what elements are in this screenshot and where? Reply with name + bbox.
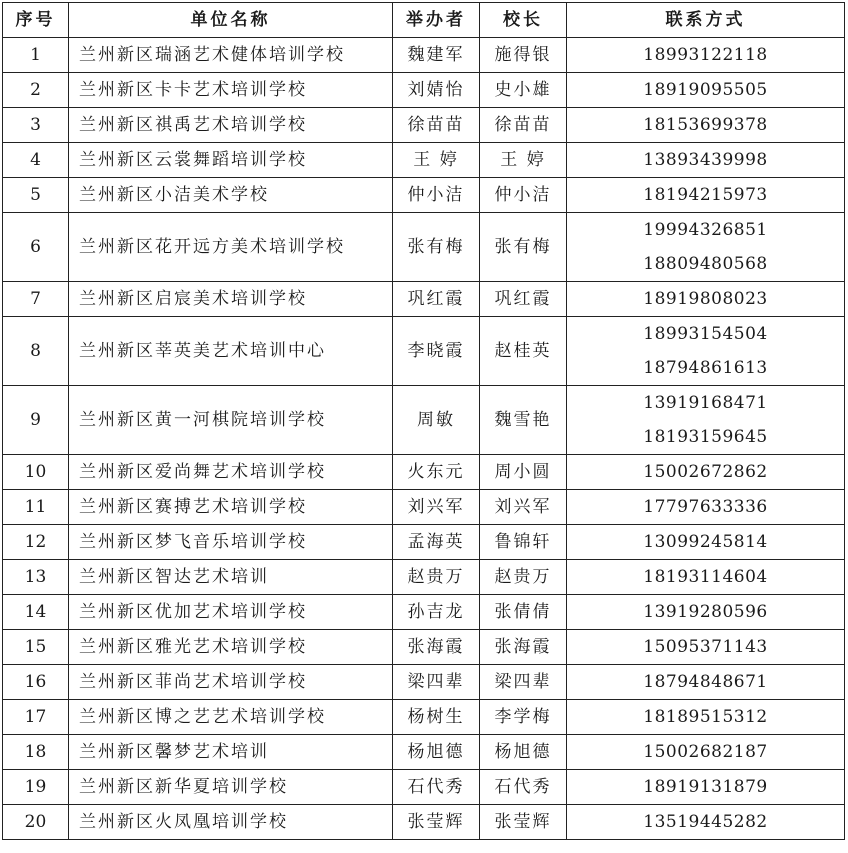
organizer-name: 刘兴军 bbox=[393, 490, 480, 525]
table-row bbox=[3, 595, 845, 630]
organizer-name: 徐苗苗 bbox=[393, 108, 480, 143]
principal-name: 石代秀 bbox=[480, 770, 567, 805]
table-row bbox=[3, 700, 845, 735]
organizer-name: 赵贵万 bbox=[393, 560, 480, 595]
organizer-name: 孙吉龙 bbox=[393, 595, 480, 630]
organizer-name: 李晓霞 bbox=[393, 317, 480, 386]
phone-number: 19994326851 bbox=[643, 220, 768, 240]
table-row bbox=[3, 108, 845, 143]
row-number: 18 bbox=[3, 735, 69, 770]
contact-cell bbox=[567, 490, 845, 525]
contact-cell bbox=[567, 805, 845, 840]
phone-number: 13099245814 bbox=[643, 532, 768, 552]
table-row bbox=[3, 73, 845, 108]
phone-number: 18194215973 bbox=[643, 185, 768, 205]
table-row bbox=[3, 178, 845, 213]
organizer-name: 杨树生 bbox=[393, 700, 480, 735]
school-name: 兰州新区菲尚艺术培训学校 bbox=[69, 665, 393, 700]
table-row bbox=[3, 213, 845, 282]
school-name: 兰州新区花开远方美术培训学校 bbox=[69, 213, 393, 282]
principal-name: 张海霞 bbox=[480, 630, 567, 665]
contact-cell bbox=[567, 735, 845, 770]
contact-cell bbox=[567, 178, 845, 213]
principal-name: 张莹辉 bbox=[480, 805, 567, 840]
table-row bbox=[3, 630, 845, 665]
table-row bbox=[3, 560, 845, 595]
row-number: 8 bbox=[3, 317, 69, 386]
organizer-name: 梁四辈 bbox=[393, 665, 480, 700]
table-row bbox=[3, 735, 845, 770]
contact-cell bbox=[567, 665, 845, 700]
organizer-name: 张海霞 bbox=[393, 630, 480, 665]
principal-name: 赵桂英 bbox=[480, 317, 567, 386]
table-row bbox=[3, 525, 845, 560]
organizer-name: 杨旭德 bbox=[393, 735, 480, 770]
phone-number: 13919280596 bbox=[643, 602, 768, 622]
row-number: 4 bbox=[3, 143, 69, 178]
school-name: 兰州新区祺禹艺术培训学校 bbox=[69, 108, 393, 143]
table-row bbox=[3, 665, 845, 700]
phone-number: 15002682187 bbox=[643, 742, 768, 762]
school-name: 兰州新区爱尚舞艺术培训学校 bbox=[69, 455, 393, 490]
principal-name: 巩红霞 bbox=[480, 282, 567, 317]
organizer-name: 巩红霞 bbox=[393, 282, 480, 317]
phone-number: 15002672862 bbox=[643, 462, 768, 482]
phone-number: 18153699378 bbox=[643, 115, 768, 135]
school-name: 兰州新区卡卡艺术培训学校 bbox=[69, 73, 393, 108]
organizer-name: 仲小洁 bbox=[393, 178, 480, 213]
principal-name: 杨旭德 bbox=[480, 735, 567, 770]
phone-number: 13919168471 bbox=[643, 393, 768, 413]
principal-name: 史小雄 bbox=[480, 73, 567, 108]
table-row bbox=[3, 490, 845, 525]
organizer-name: 刘婧怡 bbox=[393, 73, 480, 108]
table-row bbox=[3, 805, 845, 840]
contact-cell bbox=[567, 38, 845, 73]
phone-number: 18919131879 bbox=[643, 777, 768, 797]
school-name: 兰州新区新华夏培训学校 bbox=[69, 770, 393, 805]
row-number: 9 bbox=[3, 386, 69, 455]
row-number: 3 bbox=[3, 108, 69, 143]
contact-cell bbox=[567, 700, 845, 735]
principal-name: 周小圆 bbox=[480, 455, 567, 490]
contact-cell bbox=[567, 282, 845, 317]
contact-cell bbox=[567, 455, 845, 490]
header-no: 序号 bbox=[3, 3, 69, 38]
header-row bbox=[3, 3, 845, 38]
row-number: 20 bbox=[3, 805, 69, 840]
organizer-name: 张莹辉 bbox=[393, 805, 480, 840]
phone-number: 15095371143 bbox=[643, 637, 768, 657]
principal-name: 梁四辈 bbox=[480, 665, 567, 700]
phone-number: 18193114604 bbox=[643, 567, 768, 587]
principal-name: 施得银 bbox=[480, 38, 567, 73]
contact-cell bbox=[567, 560, 845, 595]
contact-cell bbox=[567, 143, 845, 178]
table-row bbox=[3, 143, 845, 178]
phone-number: 18919808023 bbox=[643, 289, 768, 309]
header-organizer: 举办者 bbox=[393, 3, 480, 38]
school-name: 兰州新区瑞涵艺术健体培训学校 bbox=[69, 38, 393, 73]
principal-name: 王 婷 bbox=[480, 143, 567, 178]
contact-cell bbox=[567, 213, 845, 282]
organizer-name: 魏建军 bbox=[393, 38, 480, 73]
phone-number: 18794848671 bbox=[643, 672, 768, 692]
school-name: 兰州新区馨梦艺术培训 bbox=[69, 735, 393, 770]
table-row bbox=[3, 317, 845, 386]
school-name: 兰州新区赛搏艺术培训学校 bbox=[69, 490, 393, 525]
phone-number: 18993122118 bbox=[643, 45, 768, 65]
row-number: 2 bbox=[3, 73, 69, 108]
phone-number: 18189515312 bbox=[643, 707, 768, 727]
row-number: 5 bbox=[3, 178, 69, 213]
school-name: 兰州新区小洁美术学校 bbox=[69, 178, 393, 213]
organizer-name: 周敏 bbox=[393, 386, 480, 455]
principal-name: 徐苗苗 bbox=[480, 108, 567, 143]
principal-name: 张有梅 bbox=[480, 213, 567, 282]
phone-number: 18193159645 bbox=[643, 427, 768, 447]
row-number: 19 bbox=[3, 770, 69, 805]
principal-name: 魏雪艳 bbox=[480, 386, 567, 455]
school-name: 兰州新区雅光艺术培训学校 bbox=[69, 630, 393, 665]
phone-number: 18919095505 bbox=[643, 80, 768, 100]
row-number: 16 bbox=[3, 665, 69, 700]
phone-number: 18993154504 bbox=[643, 324, 768, 344]
table-row bbox=[3, 386, 845, 455]
school-name: 兰州新区博之艺艺术培训学校 bbox=[69, 700, 393, 735]
row-number: 7 bbox=[3, 282, 69, 317]
principal-name: 李学梅 bbox=[480, 700, 567, 735]
row-number: 1 bbox=[3, 38, 69, 73]
school-name: 兰州新区智达艺术培训 bbox=[69, 560, 393, 595]
organizer-name: 孟海英 bbox=[393, 525, 480, 560]
contact-cell bbox=[567, 73, 845, 108]
organizer-name: 石代秀 bbox=[393, 770, 480, 805]
contact-cell bbox=[567, 317, 845, 386]
contact-cell bbox=[567, 630, 845, 665]
table-body bbox=[3, 38, 845, 840]
row-number: 15 bbox=[3, 630, 69, 665]
row-number: 6 bbox=[3, 213, 69, 282]
school-name: 兰州新区莘英美艺术培训中心 bbox=[69, 317, 393, 386]
row-number: 14 bbox=[3, 595, 69, 630]
principal-name: 张倩倩 bbox=[480, 595, 567, 630]
row-number: 11 bbox=[3, 490, 69, 525]
phone-number: 13519445282 bbox=[643, 812, 768, 832]
school-name: 兰州新区优加艺术培训学校 bbox=[69, 595, 393, 630]
school-name: 兰州新区梦飞音乐培训学校 bbox=[69, 525, 393, 560]
row-number: 17 bbox=[3, 700, 69, 735]
school-name: 兰州新区云裳舞蹈培训学校 bbox=[69, 143, 393, 178]
table-row bbox=[3, 455, 845, 490]
phone-number: 18809480568 bbox=[643, 254, 768, 274]
phone-number: 18794861613 bbox=[643, 358, 768, 378]
contact-cell bbox=[567, 386, 845, 455]
table-row bbox=[3, 282, 845, 317]
principal-name: 仲小洁 bbox=[480, 178, 567, 213]
phone-number: 17797633336 bbox=[643, 497, 768, 517]
school-name: 兰州新区启宸美术培训学校 bbox=[69, 282, 393, 317]
header-contact: 联系方式 bbox=[567, 3, 845, 38]
row-number: 13 bbox=[3, 560, 69, 595]
organizer-name: 火东元 bbox=[393, 455, 480, 490]
header-name: 单位名称 bbox=[69, 3, 393, 38]
row-number: 10 bbox=[3, 455, 69, 490]
row-number: 12 bbox=[3, 525, 69, 560]
principal-name: 刘兴军 bbox=[480, 490, 567, 525]
table-row bbox=[3, 38, 845, 73]
contact-cell bbox=[567, 108, 845, 143]
organizer-name: 张有梅 bbox=[393, 213, 480, 282]
school-name: 兰州新区火凤凰培训学校 bbox=[69, 805, 393, 840]
school-name: 兰州新区黄一河棋院培训学校 bbox=[69, 386, 393, 455]
principal-name: 赵贵万 bbox=[480, 560, 567, 595]
principal-name: 鲁锦轩 bbox=[480, 525, 567, 560]
contact-cell bbox=[567, 770, 845, 805]
header-principal: 校长 bbox=[480, 3, 567, 38]
school-list-table bbox=[2, 2, 845, 840]
table-row bbox=[3, 770, 845, 805]
organizer-name: 王 婷 bbox=[393, 143, 480, 178]
contact-cell bbox=[567, 595, 845, 630]
phone-number: 13893439998 bbox=[643, 150, 768, 170]
contact-cell bbox=[567, 525, 845, 560]
